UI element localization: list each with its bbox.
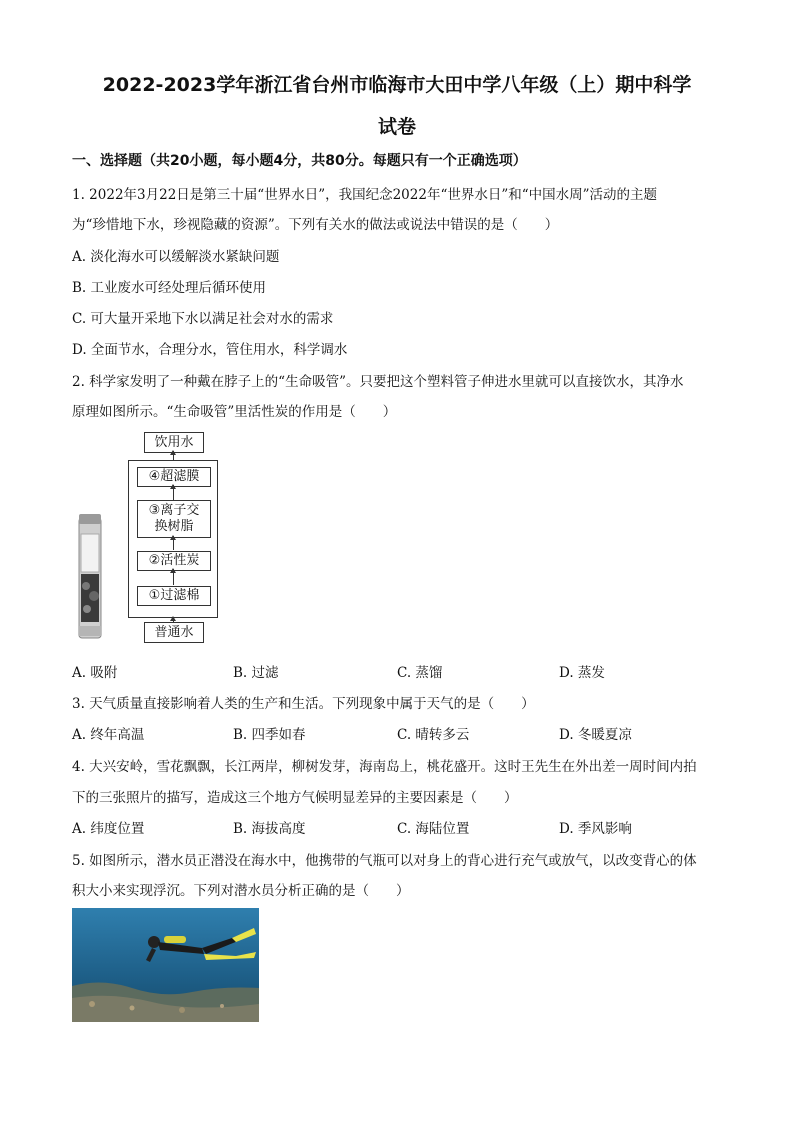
- q4-option-b: B. 海拔高度: [233, 821, 306, 837]
- life-straw-photo: [72, 514, 112, 640]
- filter-layer-1: ①过滤棉: [137, 586, 211, 606]
- q2-option-b: B. 过滤: [233, 665, 279, 681]
- q5-stem-line2: 积大小来实现浮沉。下列对潜水员分析正确的是（ ）: [72, 883, 410, 899]
- q2-option-d: D. 蒸发: [559, 665, 605, 681]
- q3-option-a: A. 终年高温: [72, 727, 145, 743]
- q2-stem-line1: 2. 科学家发明了一种戴在脖子上的“生命吸管”。只要把这个塑料管子伸进水里就可以直接饮水，其净水: [72, 374, 684, 390]
- q4-option-a: A. 纬度位置: [72, 821, 145, 837]
- q5-stem-line1: 5. 如图所示，潜水员正潜没在海水中，他携带的气瓶可以对身上的背心进行充气或放气，以改变背心的体: [72, 853, 697, 869]
- drinking-water-box: 饮用水: [144, 432, 204, 453]
- q4-option-d: D. 季风影响: [559, 821, 632, 837]
- q4-stem-line2: 下的三张照片的描写，造成这三个地方气候明显差异的主要因素是（ ）: [72, 790, 518, 806]
- filter-layer-3-line2: 换树脂: [154, 518, 194, 534]
- q4-option-c: C. 海陆位置: [397, 821, 470, 837]
- q2-stem-line2: 原理如图所示。“生命吸管”里活性炭的作用是（ ）: [72, 404, 397, 420]
- q1-stem-line2: 为“珍惜地下水，珍视隐藏的资源”。下列有关水的做法或说法中错误的是（ ）: [72, 217, 559, 233]
- q2-option-a: A. 吸附: [72, 665, 118, 681]
- q2-option-c: C. 蒸馏: [397, 665, 443, 681]
- q3-option-d: D. 冬暖夏凉: [559, 727, 632, 743]
- q1-option-d: D. 全面节水，合理分水，管住用水，科学调水: [72, 342, 348, 358]
- q3-option-c: C. 晴转多云: [397, 727, 470, 743]
- filter-layer-2: ②活性炭: [137, 551, 211, 571]
- q3-stem: 3. 天气质量直接影响着人类的生产和生活。下列现象中属于天气的是（ ）: [72, 696, 535, 712]
- q4-stem-line1: 4. 大兴安岭，雪花飘飘，长江两岸，柳树发芽，海南岛上，桃花盛开。这时王先生在外出差一周时间内拍: [72, 759, 697, 775]
- arrow-up-icon: [173, 451, 174, 461]
- doc-title-line2: 试卷: [377, 116, 416, 138]
- filter-layer-4: ④超滤膜: [137, 467, 211, 487]
- q1-option-a: A. 淡化海水可以缓解淡水紧缺问题: [72, 249, 280, 265]
- filter-layer-3-line1: ③离子交: [148, 503, 200, 518]
- q1-stem-line1: 1. 2022年3月22日是第三十届“世界水日”，我国纪念2022年“世界水日”和“中国水周”活动的主题: [72, 187, 658, 203]
- section-heading: 一、选择题（共20小题，每小题4分，共80分。每题只有一个正确选项）: [72, 153, 527, 169]
- q3-option-b: B. 四季如春: [233, 727, 306, 743]
- q1-option-b: B. 工业废水可经处理后循环使用: [72, 280, 267, 296]
- arrow-up-icon: [173, 485, 174, 500]
- arrow-up-icon: [173, 569, 174, 585]
- diver-photo: [72, 908, 259, 1022]
- q1-option-c: C. 可大量开采地下水以满足社会对水的需求: [72, 311, 334, 327]
- doc-title-line1: 2022-2023学年浙江省台州市临海市大田中学八年级（上）期中科学: [102, 74, 692, 96]
- filter-layer-3: [137, 500, 211, 538]
- life-straw-figure: [72, 430, 232, 645]
- ordinary-water-box: 普通水: [144, 622, 204, 643]
- arrow-up-icon: [173, 536, 174, 550]
